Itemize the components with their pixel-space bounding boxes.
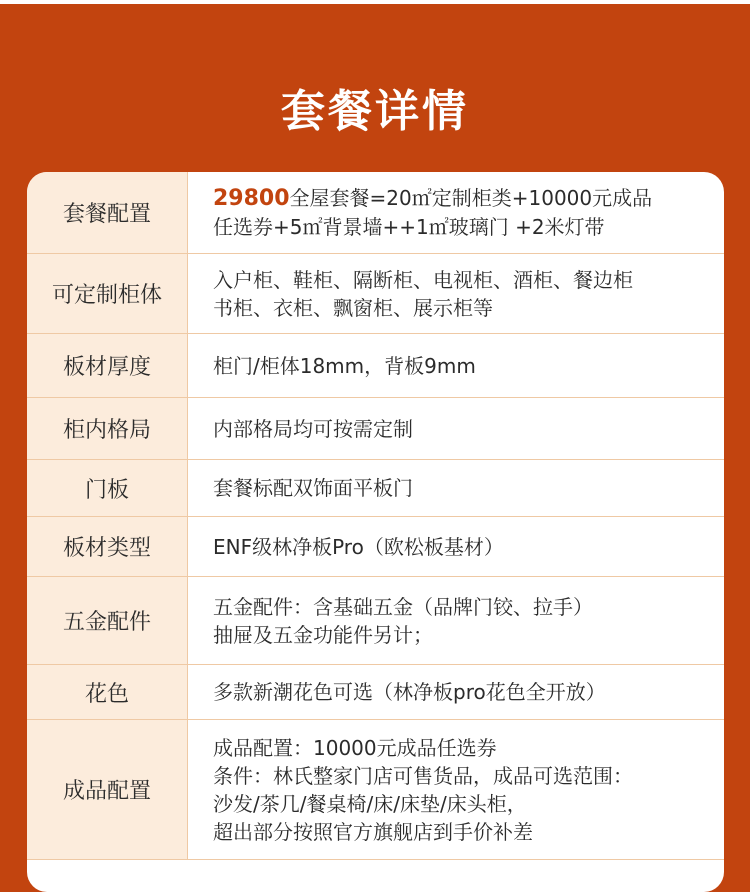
table-row-board-type [27,517,724,577]
table-row-finished-products [27,720,724,860]
row-label: 板材厚度 [27,334,188,397]
row-value [188,460,724,516]
value-line: 沙发/茶几/餐桌椅/床/床垫/床头柜， [213,791,527,816]
row-value [188,254,724,333]
row-label: 套餐配置 [27,172,188,253]
row-label: 可定制柜体 [27,254,188,333]
top-divider [0,0,750,4]
table-row-door-panel [27,460,724,517]
row-value [188,334,724,397]
table-row-interior-layout [27,398,724,460]
row-label: 柜内格局 [27,398,188,459]
row-label: 花色 [27,665,188,719]
value-line: 五金配件：含基础五金（品牌门铰、拉手） [213,594,593,619]
value-line: 多款新潮花色可选（林净板pro花色全开放） [213,680,606,704]
row-value [188,665,724,719]
table-row-colors [27,665,724,720]
row-label: 板材类型 [27,517,188,576]
value-line: 套餐标配双饰面平板门 [213,476,413,500]
row-value [188,398,724,459]
row-label: 成品配置 [27,720,188,859]
value-line: 内部格局均可按需定制 [213,416,413,441]
row-label: 门板 [27,460,188,516]
row-value [188,720,724,859]
value-line [213,184,710,213]
table-row-board-thickness [27,334,724,398]
page-title: 套餐详情 [281,86,469,137]
value-line: 成品配置：10000元成品任选券 [213,735,497,760]
table-row-hardware [27,577,724,665]
package-details-table [27,172,724,892]
row-value [188,172,724,253]
price-value: 29800 [213,186,290,211]
row-value [188,577,724,664]
value-line: 任选券+5㎡背景墙++1㎡玻璃门 +2米灯带 [213,215,605,239]
value-line: 柜门/柜体18mm，背板9mm [213,353,476,378]
value-line: 抽屉及五金功能件另计； [213,622,433,647]
row-label: 五金配件 [27,577,188,664]
value-line: 入户柜、鞋柜、隔断柜、电视柜、酒柜、餐边柜 [213,267,633,292]
value-line: 条件：林氏整家门店可售货品，成品可选范围： [213,763,633,788]
value-line: ENF级林净板Pro（欧松板基材） [213,534,504,559]
header [0,80,750,144]
value-text: 全屋套餐=20㎡定制柜类+10000元成品 [289,186,653,210]
value-line: 书柜、衣柜、飘窗柜、展示柜等 [213,295,493,320]
row-value [188,517,724,576]
value-line: 超出部分按照官方旗舰店到手价补差 [213,819,533,844]
table-row-package-config [27,172,724,254]
table-row-cabinets [27,254,724,334]
